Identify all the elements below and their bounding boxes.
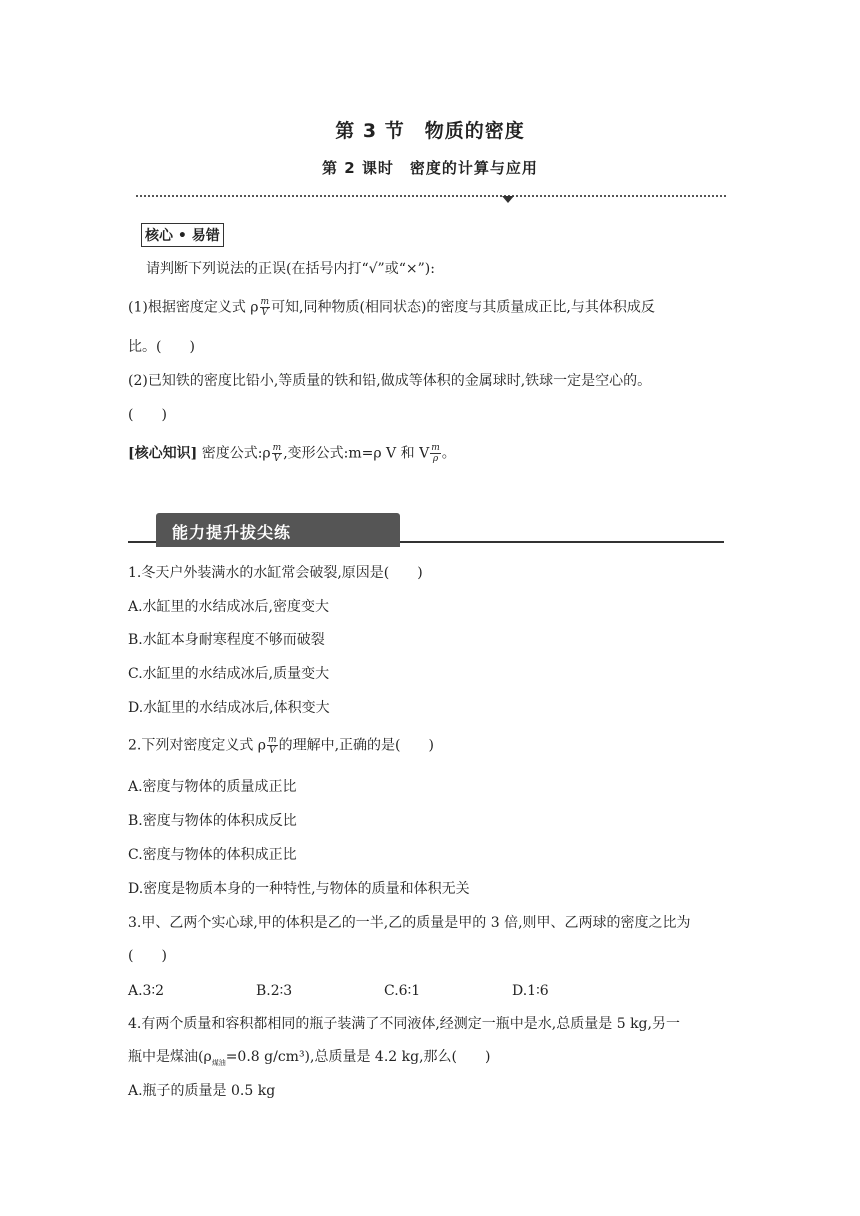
fraction-denominator: V — [269, 746, 276, 756]
core-instruction: 请判断下列说法的正误(在括号内打“√”或“×”): — [146, 261, 435, 277]
core-item-1 — [128, 297, 655, 318]
page-title: 第 3 节 物质的密度 — [335, 120, 525, 142]
question-2-option-c: C.密度与物体的体积成正比 — [128, 847, 297, 863]
knowledge-text-1: 密度公式:ρ — [201, 445, 271, 462]
core-item-1-suffix: 可知,同种物质(相同状态)的密度与其质量成正比,与其体积成反 — [271, 299, 655, 316]
knowledge-fraction-2 — [430, 443, 441, 464]
question-4-stem-line2 — [128, 1047, 490, 1073]
question-2-option-d: D.密度是物质本身的一种特性,与物体的质量和体积无关 — [128, 881, 470, 897]
fraction-numerator: m — [260, 297, 270, 307]
question-1-option-c: C.水缸里的水结成冰后,质量变大 — [128, 666, 330, 682]
knowledge-fraction-1 — [272, 443, 283, 464]
question-1-option-a: A.水缸里的水结成冰后,密度变大 — [128, 599, 330, 615]
fraction-denominator: V — [273, 454, 281, 464]
question-3-option-d: D.1∶6 — [512, 983, 549, 999]
core-item-1-line2: 比。( ) — [128, 339, 195, 355]
question-1-stem: 1.冬天户外装满水的水缸常会破裂,原因是( ) — [128, 565, 423, 581]
section-tab — [156, 513, 400, 547]
question-4-option-a: A.瓶子的质量是 0.5 kg — [128, 1083, 276, 1099]
fraction-numerator: m — [431, 443, 440, 453]
question-3-option-c: C.6∶1 — [384, 983, 421, 999]
question-4-stem-line2-b: =0.8 g/cm³),总质量是 4.2 kg,那么( ) — [225, 1049, 491, 1065]
question-4-stem: 4.有两个质量和容积都相同的瓶子装满了不同液体,经测定一瓶中是水,总质量是 5 kg,另一 — [128, 1016, 680, 1032]
fraction-denominator: ρ — [432, 454, 439, 464]
page-subtitle: 第 2 课时 密度的计算与应用 — [322, 159, 538, 177]
question-3-option-b: B.2∶3 — [256, 983, 293, 999]
question-2-option-a: A.密度与物体的质量成正比 — [128, 779, 297, 795]
core-box-label: 核心 • 易错 — [141, 223, 224, 247]
dotted-divider — [136, 195, 726, 197]
knowledge-text-3: 。 — [441, 445, 456, 462]
question-2-option-b: B.密度与物体的体积成反比 — [128, 813, 297, 829]
question-2-stem-suffix: 的理解中,正确的是( ) — [278, 737, 434, 754]
question-3-stem: 3.甲、乙两个实心球,甲的体积是乙的一半,乙的质量是甲的 3 倍,则甲、乙两球的密度之比为 — [128, 915, 691, 931]
triangle-marker-icon — [502, 196, 514, 203]
question-1-option-b: B.水缸本身耐寒程度不够而破裂 — [128, 632, 325, 648]
fraction-numerator: m — [268, 735, 277, 745]
question-3-option-a: A.3∶2 — [128, 983, 165, 999]
question-4-stem-line2-a: 瓶中是煤油(ρ — [128, 1049, 212, 1065]
knowledge-text-2: ,变形公式:m=ρ V 和 V — [283, 445, 430, 462]
question-2-stem-prefix: 2.下列对密度定义式 ρ — [128, 737, 267, 754]
core-knowledge — [128, 443, 456, 464]
question-3-stem-line2: ( ) — [128, 948, 167, 964]
fraction-denominator: V — [261, 308, 269, 318]
fraction-numerator: m — [272, 443, 282, 453]
knowledge-label: [核心知识] — [128, 445, 198, 462]
core-item-1-prefix: (1)根据密度定义式 ρ — [128, 299, 259, 316]
core-item-2-line2: ( ) — [128, 407, 167, 423]
density-fraction — [267, 735, 278, 756]
density-fraction — [260, 297, 271, 318]
kerosene-subscript: 煤油 — [211, 1058, 226, 1067]
core-item-2: (2)已知铁的密度比铅小,等质量的铁和铅,做成等体积的金属球时,铁球一定是空心的。 — [128, 373, 652, 389]
question-2-stem — [128, 735, 434, 756]
section-tab-label: 能力提升拔尖练 — [172, 523, 292, 542]
question-1-option-d: D.水缸里的水结成冰后,体积变大 — [128, 700, 330, 716]
